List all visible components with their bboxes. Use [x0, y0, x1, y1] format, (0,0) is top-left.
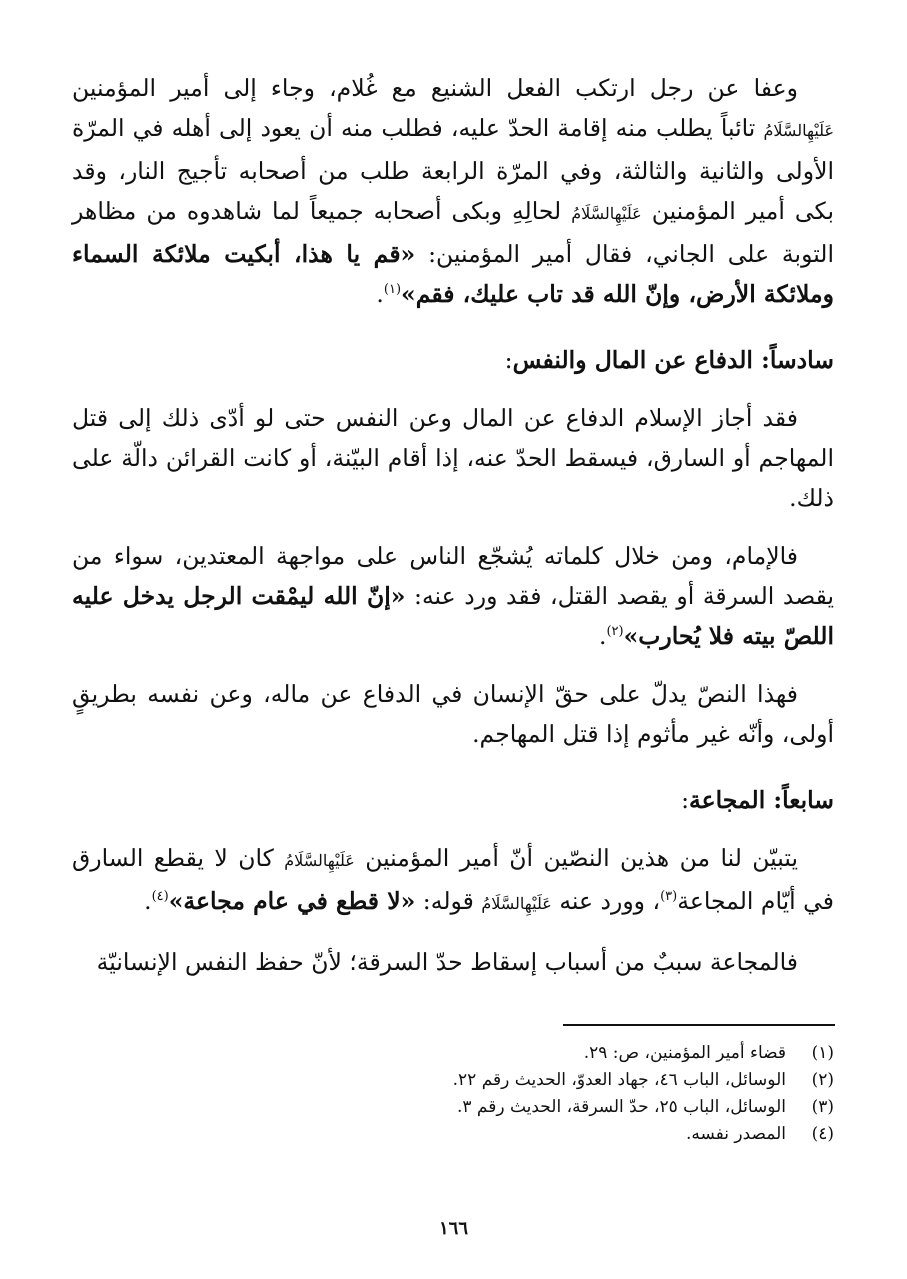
footnote-text: الوسائل، الباب ٢٥، حدّ السرقة، الحديث رقم ٣. [456, 1097, 786, 1117]
footnote-ref[interactable]: (٤) [151, 889, 169, 905]
heading-colon: : [681, 786, 690, 814]
footnote-text: المصدر نفسه. [685, 1124, 786, 1144]
heading-title: الدفاع عن المال والنفس [512, 346, 753, 374]
footnote-item [200, 1067, 834, 1094]
hadith-quote: «لا قطع في عام مجاعة» [168, 887, 416, 915]
footnotes [200, 1040, 834, 1148]
paragraph-text: يتبيّن لنا من هذين النصّين أنّ أمير المؤمنين [354, 844, 799, 872]
paragraph-defense [72, 398, 834, 518]
honorific-glyph: عَلَيْهِالسَّلَامُ [284, 851, 355, 870]
heading-number: سادساً: [752, 346, 834, 374]
paragraph-text: لحالِهِ وبكى أصحابه جميعاً لما شاهدوه من مظاهر التوبة على الجاني، فقال أمير المؤمنين: [72, 197, 834, 268]
paragraph-reason [72, 942, 834, 982]
heading-colon: : [504, 346, 513, 374]
footnote-divider [563, 1024, 835, 1026]
paragraph-right [72, 674, 834, 754]
page-number: ١٦٦ [438, 1218, 468, 1239]
footnote-item [200, 1040, 834, 1067]
footnote-number: (٣) [811, 1097, 834, 1117]
paragraph-text: تائباً يطلب منه إقامة الحدّ عليه، فطلب منه أن يعود إلى أهله في المرّة الأولى والثانية والثالثة، وفي المرّة الرابعة طلب من أصحابه تأجيج النار، وقد بكى أمير المؤمنين [72, 114, 835, 225]
punctuation: . [598, 622, 607, 650]
footnote-item [200, 1121, 834, 1148]
paragraph-text: قوله: [415, 887, 482, 915]
paragraph-text: فالمجاعة سببٌ من أسباب إسقاط حدّ السرقة؛ لأنّ حفظ النفس الإنسانيّة [96, 948, 798, 976]
paragraph-text: فقد أجاز الإسلام الدفاع عن المال وعن النفس حتى لو أدّى ذلك إلى قتل المهاجم أو السارق، فيسقط الحدّ عنه، إذا أقام البيّنة، أو كانت القرائن دالّة على ذلك. [72, 404, 834, 512]
section-heading-6 [72, 340, 834, 380]
punctuation: . [376, 280, 384, 308]
paragraph-text: وعفا عن رجل ارتكب الفعل الشنيع مع غُلام، وجاء إلى أمير المؤمنين [72, 74, 798, 102]
section-heading-7 [72, 780, 834, 820]
footnote-number: (٤) [811, 1124, 834, 1144]
punctuation: . [144, 887, 152, 915]
hadith-quote: «إنّ الله ليمْقت الرجل يدخل عليه اللصّ بيته فلا يُحارب» [72, 582, 834, 650]
paragraph-text: فالإمام، ومن خلال كلماته يُشجّع الناس على مواجهة المعتدين، سواء من يقصد السرقة أو يقصد القتل، فقد ورد عنه: [72, 542, 834, 610]
footnote-text: الوسائل، الباب ٤٦، جهاد العدوّ، الحديث رقم ٢٢. [452, 1070, 786, 1090]
hadith-quote: «قم يا هذا، أبكيت ملائكة السماء وملائكة الأرض، وإنّ الله قد تاب عليك، فقم» [72, 240, 834, 308]
heading-title: المجاعة [689, 786, 766, 814]
footnote-number: (٢) [811, 1070, 834, 1090]
honorific-glyph: عَلَيْهِالسَّلَامُ [481, 894, 552, 913]
paragraph-text: فهذا النصّ يدلّ على حقّ الإنسان في الدفاع عن ماله، وعن نفسه بطريقٍ أولى، وأنّه غير مأثوم إذا قتل المهاجم. [72, 680, 834, 748]
footnote-ref[interactable]: (٣) [660, 889, 678, 905]
paragraph-text: ، وورد عنه [551, 887, 661, 915]
paragraph-imam [72, 536, 834, 656]
honorific-glyph: عَلَيْهِالسَّلَامُ [763, 121, 834, 140]
heading-number: سابعاً: [765, 786, 834, 814]
footnote-ref[interactable]: (٢) [606, 624, 624, 640]
main-text [72, 68, 834, 982]
footnote-ref[interactable]: (١) [383, 282, 402, 298]
footnote-number: (١) [811, 1043, 834, 1063]
footnote-text: قضاء أمير المؤمنين، ص: ٢٩. [583, 1043, 786, 1063]
paragraph-text: كان لا يقطع السارق في أيّام المجاعة [72, 844, 834, 915]
honorific-glyph: عَلَيْهِالسَّلَامُ [571, 204, 642, 223]
paragraph-pardon [72, 68, 834, 314]
footnote-item [200, 1094, 834, 1121]
paragraph-famine [72, 838, 834, 924]
